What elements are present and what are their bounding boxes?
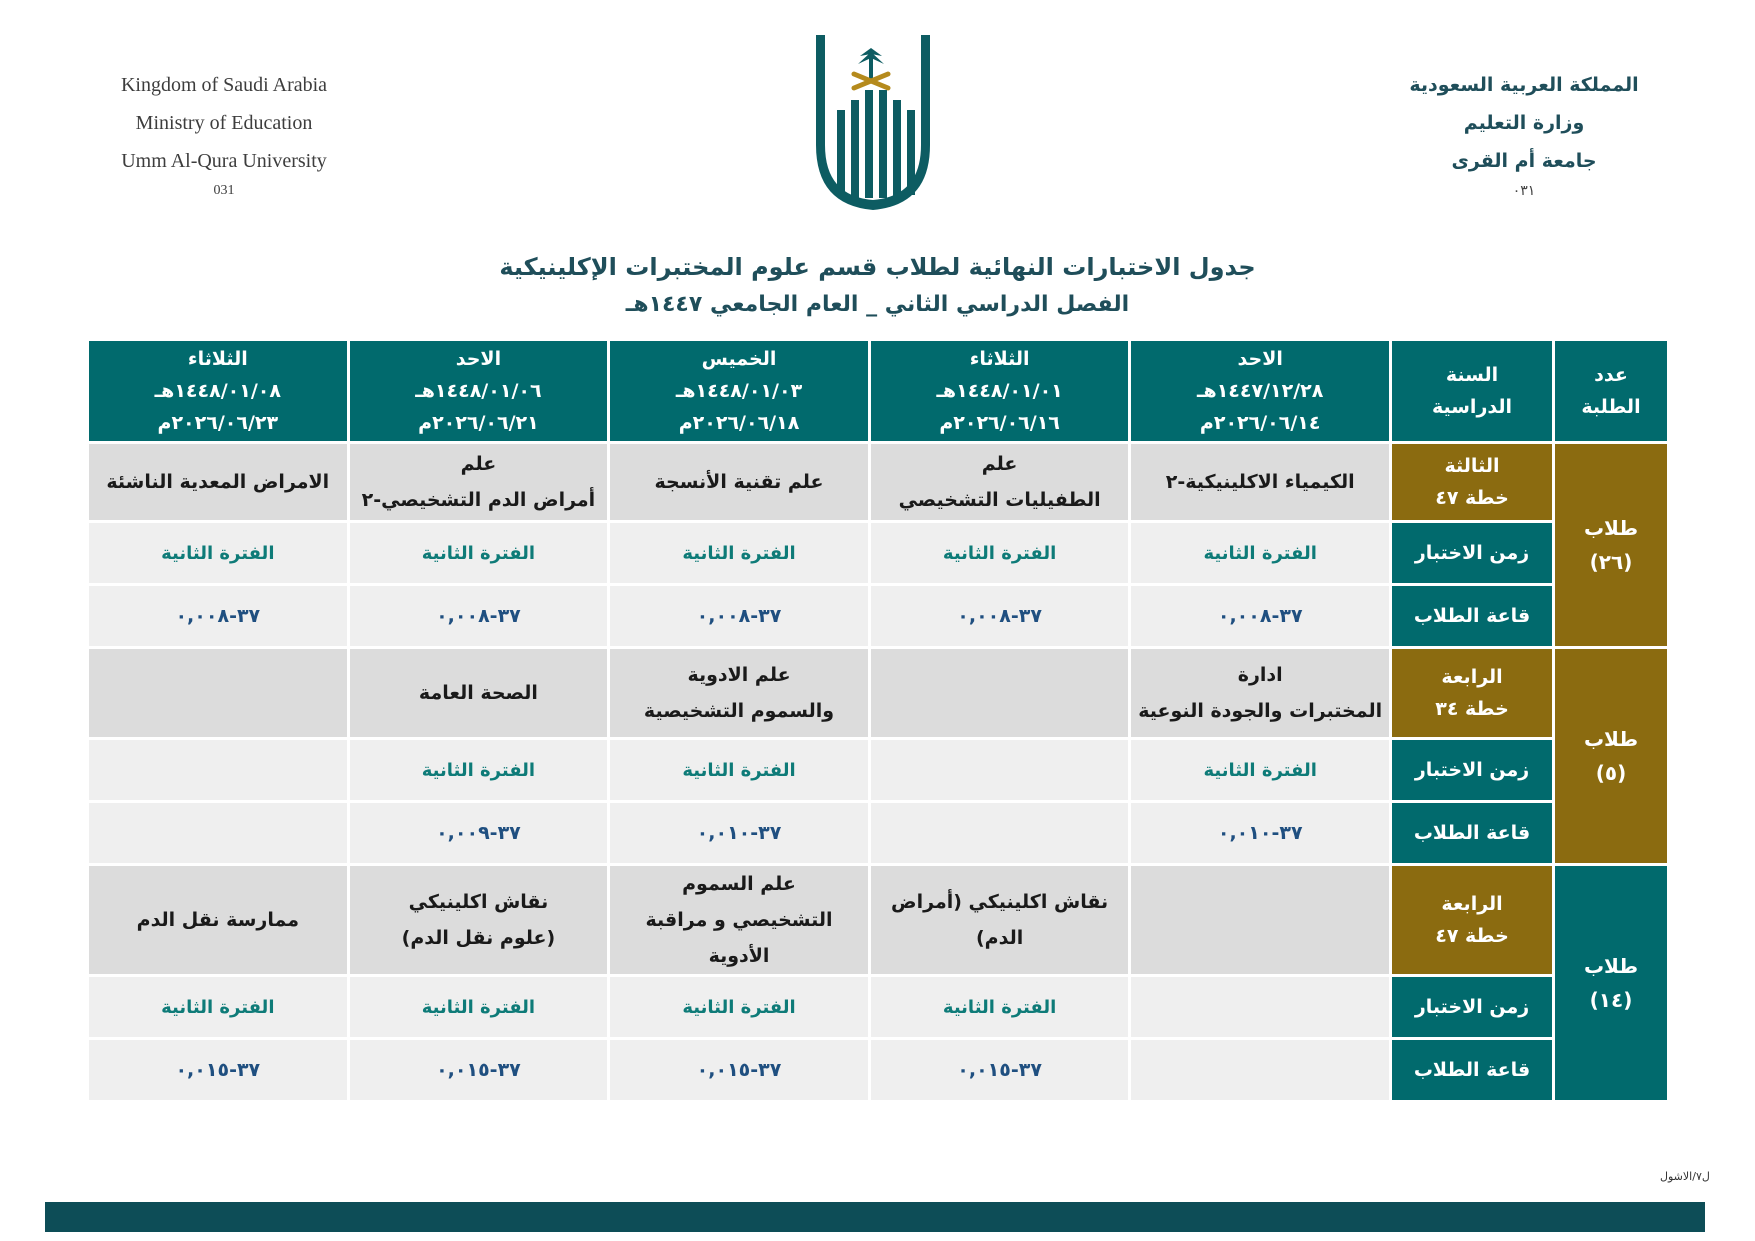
row-label-time: زمن الاختبار [1392, 523, 1552, 583]
subject-cell: نقاش اكلينيكي (أمراض الدم) [871, 866, 1129, 974]
table-row [89, 866, 1667, 974]
hall-cell: ٣٧-٠,٠٠٨ [89, 586, 347, 646]
study-year: الرابعة خطة ٣٤ [1392, 649, 1552, 737]
empty-cell [1131, 977, 1389, 1037]
period-cell: الفترة الثانية [1131, 523, 1389, 583]
header-day: الخميس ١٤٤٨/٠١/٠٣هـ ٢٠٢٦/٠٦/١٨م [610, 341, 868, 441]
subject-cell: نقاش اكلينيكي (علوم نقل الدم) [350, 866, 608, 974]
row-label-hall: قاعة الطلاب [1392, 586, 1552, 646]
subject-cell: علم الادوية والسموم التشخيصية [610, 649, 868, 737]
header-en-line: Ministry of Education [135, 112, 313, 134]
header-day: الثلاثاء ١٤٤٨/٠١/٠١هـ ٢٠٢٦/٠٦/١٦م [871, 341, 1129, 441]
empty-cell [871, 740, 1129, 800]
period-cell: الفترة الثانية [350, 740, 608, 800]
empty-cell [89, 803, 347, 863]
hall-cell: ٣٧-٠,٠١٥ [350, 1040, 608, 1100]
table-row [89, 803, 1667, 863]
title-line-2: الفصل الدراسي الثاني _ العام الجامعي ١٤٤٧هـ [625, 292, 1130, 317]
period-cell: الفترة الثانية [350, 523, 608, 583]
hall-cell: ٣٧-٠,٠١٠ [610, 803, 868, 863]
table-row [89, 444, 1667, 520]
table-row [89, 649, 1667, 737]
table-header-row [89, 341, 1667, 441]
period-cell: الفترة الثانية [871, 523, 1129, 583]
header-en-code: 031 [213, 183, 235, 198]
subject-cell: علم السموم التشخيصي و مراقبة الأدوية [610, 866, 868, 974]
students-count: طلاب (٥) [1555, 649, 1667, 863]
period-cell: الفترة الثانية [89, 977, 347, 1037]
header-ar-line: جامعة أم القرى [1451, 150, 1597, 172]
hall-cell: ٣٧-٠,٠٠٨ [350, 586, 608, 646]
period-cell: الفترة الثانية [610, 977, 868, 1037]
subject-cell: علم أمراض الدم التشخيصي-٢ [350, 444, 608, 520]
header-en-line: Umm Al-Qura University [121, 150, 327, 172]
header-ar-line: وزارة التعليم [1463, 112, 1585, 134]
table-row [89, 1040, 1667, 1100]
hall-cell: ٣٧-٠,٠١٠ [1131, 803, 1389, 863]
title-line-1: جدول الاختبارات النهائية لطلاب قسم علوم المختبرات الإكلينيكية [499, 253, 1256, 281]
hall-cell: ٣٧-٠,٠٠٨ [1131, 586, 1389, 646]
header-arabic [1398, 66, 1650, 202]
subject-cell: الصحة العامة [350, 649, 608, 737]
hall-cell: ٣٧-٠,٠٠٩ [350, 803, 608, 863]
header-year: السنة الدراسية [1392, 341, 1552, 441]
period-cell: الفترة الثانية [871, 977, 1129, 1037]
hall-cell: ٣٧-٠,٠١٥ [610, 1040, 868, 1100]
study-year: الثالثة خطة ٤٧ [1392, 444, 1552, 520]
empty-cell [89, 740, 347, 800]
row-label-time: زمن الاختبار [1392, 977, 1552, 1037]
period-cell: الفترة الثانية [350, 977, 608, 1037]
students-count: طلاب (٢٦) [1555, 444, 1667, 646]
header-ar-code: ٠٣١ [1512, 183, 1536, 199]
period-cell: الفترة الثانية [610, 740, 868, 800]
empty-cell [89, 649, 347, 737]
footer-bar [45, 1202, 1705, 1232]
page-title [0, 248, 1755, 324]
empty-cell [1131, 1040, 1389, 1100]
subject-cell: علم تقنية الأنسجة [610, 444, 868, 520]
empty-cell [871, 649, 1129, 737]
students-count: طلاب (١٤) [1555, 866, 1667, 1100]
table-row [89, 740, 1667, 800]
period-cell: الفترة الثانية [610, 523, 868, 583]
header-en-line: Kingdom of Saudi Arabia [120, 74, 328, 96]
study-year: الرابعة خطة ٤٧ [1392, 866, 1552, 974]
exam-schedule-table [86, 338, 1670, 1103]
header-day: الثلاثاء ١٤٤٨/٠١/٠٨هـ ٢٠٢٦/٠٦/٢٣م [89, 341, 347, 441]
row-label-hall: قاعة الطلاب [1392, 803, 1552, 863]
row-label-hall: قاعة الطلاب [1392, 1040, 1552, 1100]
subject-cell: ممارسة نقل الدم [89, 866, 347, 974]
empty-cell [871, 803, 1129, 863]
header-day: الاحد ١٤٤٧/١٢/٢٨هـ ٢٠٢٦/٠٦/١٤م [1131, 341, 1389, 441]
hall-cell: ٣٧-٠,٠٠٨ [871, 586, 1129, 646]
subject-cell: الامراض المعدية الناشئة [89, 444, 347, 520]
table-row [89, 523, 1667, 583]
subject-cell: علم الطفيليات التشخيصي [871, 444, 1129, 520]
hall-cell: ٣٧-٠,٠٠٨ [610, 586, 868, 646]
subject-cell: الكيمياء الاكلينيكية-٢ [1131, 444, 1389, 520]
header-english [104, 66, 344, 202]
empty-cell [1131, 866, 1389, 974]
header-day: الاحد ١٤٤٨/٠١/٠٦هـ ٢٠٢٦/٠٦/٢١م [350, 341, 608, 441]
header-students: عدد الطلبة [1555, 341, 1667, 441]
row-label-time: زمن الاختبار [1392, 740, 1552, 800]
header-ar-line: المملكة العربية السعودية [1409, 74, 1639, 96]
subject-cell: ادارة المختبرات والجودة النوعية [1131, 649, 1389, 737]
hall-cell: ٣٧-٠,٠١٥ [89, 1040, 347, 1100]
university-logo-icon [808, 30, 938, 230]
table-row [89, 977, 1667, 1037]
footer-note: ل٧/الاشول [1660, 1170, 1710, 1183]
period-cell: الفترة الثانية [89, 523, 347, 583]
hall-cell: ٣٧-٠,٠١٥ [871, 1040, 1129, 1100]
table-row [89, 586, 1667, 646]
period-cell: الفترة الثانية [1131, 740, 1389, 800]
